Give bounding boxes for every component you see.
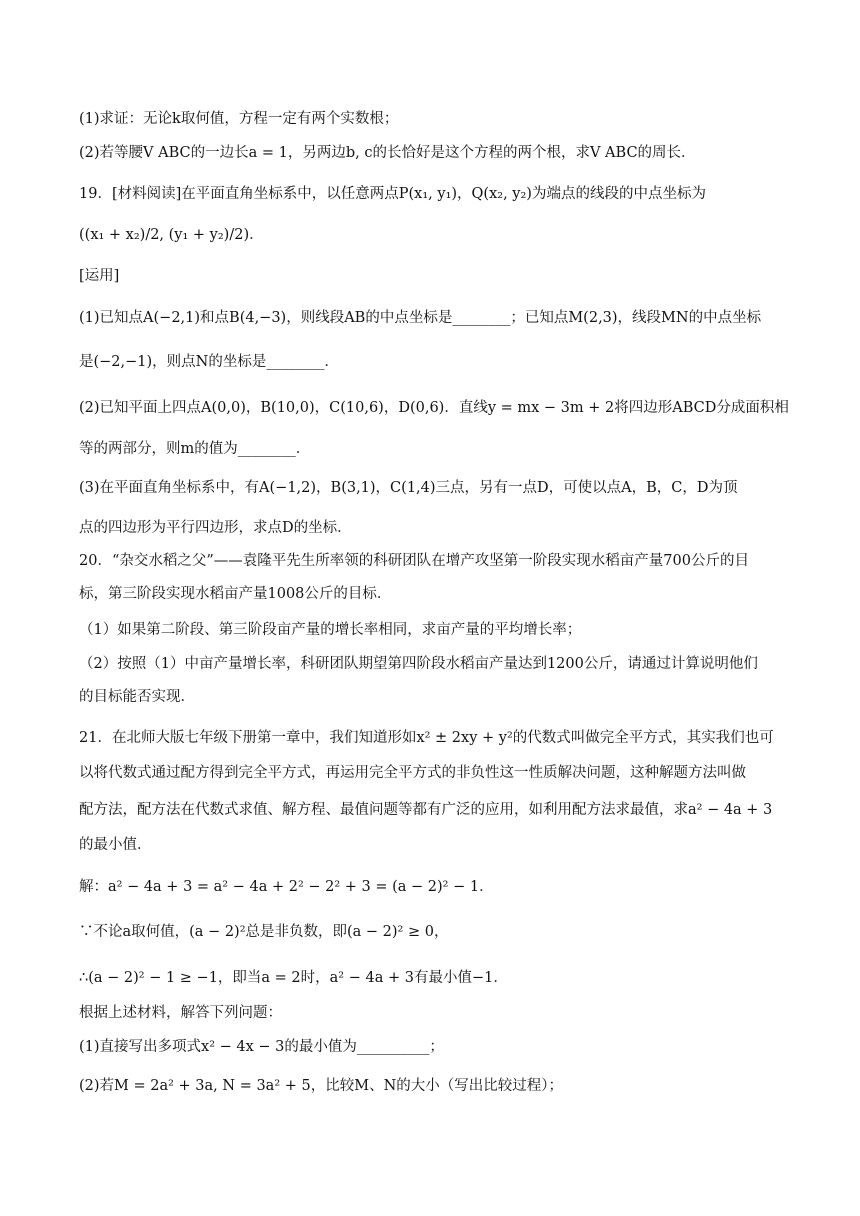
q21-part2: (2)若M = 2a² + 3a, N = 3a² + 5，比较M、N的大小（写出比较过程）； <box>79 1078 564 1094</box>
q20-part2-line2: 的目标能否实现． <box>79 689 195 705</box>
q21-line1: 21．在北师大版七年级下册第一章中，我们知道形如x² ± 2xy + y²的代数式叫做完全平方式，其实我们也可 <box>79 730 774 746</box>
q20-line1: 20．“杂交水稻之父”——袁隆平先生所率领的科研团队在增产攻坚第一阶段实现水稻亩产量700公斤的目 <box>79 553 749 569</box>
q18-part2: (2)若等腰V ABC的一边长a = 1，另两边b, c的长恰好是这个方程的两个根，求V ABC的周长． <box>79 145 696 161</box>
q21-line3: 配方法，配方法在代数式求值、解方程、最值问题等都有广泛的应用，如利用配方法求最值，求a² − 4a + 3 <box>79 802 773 818</box>
q20-part1: （1）如果第二阶段、第三阶段亩产量的增长率相同，求亩产量的平均增长率； <box>79 622 582 638</box>
q21-line4: 的最小值． <box>79 837 152 853</box>
q19-part3-line1: (3)在平面直角坐标系中，有A(−1,2)，B(3,1)，C(1,4)三点，另有一点D，可使以点A，B，C，D为顶 <box>79 480 738 496</box>
q21-solution-line1: 解：a² − 4a + 3 = a² − 4a + 2² − 2² + 3 = (a − 2)² − 1． <box>79 879 494 895</box>
q19-apply-heading: [运用] <box>79 268 120 284</box>
q20-line2: 标，第三阶段实现水稻亩产量1008公斤的目标． <box>79 586 392 602</box>
q19-midpoint-formula: ((x₁ + x₂)/2, (y₁ + y₂)/2)． <box>79 227 264 243</box>
q20-part2-line1: （2）按照（1）中亩产量增长率，科研团队期望第四阶段水稻亩产量达到1200公斤，请通过计算说明他们 <box>79 656 758 672</box>
q19-part1-line2: 是(−2,−1)，则点N的坐标是________． <box>79 354 339 370</box>
q21-prompt: 根据上述材料，解答下列问题： <box>79 1005 282 1021</box>
q21-solution-line3: ∴(a − 2)² − 1 ≥ −1，即当a = 2时，a² − 4a + 3有最小值−1． <box>79 970 508 986</box>
q19-intro: 19．[材料阅读]在平面直角坐标系中，以任意两点P(x₁, y₁)，Q(x₂, y₂)为端点的线段的中点坐标为 <box>79 186 706 202</box>
q19-part1-line1: (1)已知点A(−2,1)和点B(4,−3)，则线段AB的中点坐标是________；已知点M(2,3)，线段MN的中点坐标 <box>79 310 762 326</box>
q21-part1: (1)直接写出多项式x² − 4x − 3的最小值为__________； <box>79 1039 444 1055</box>
q19-part2-line2: 等的两部分，则m的值为________． <box>79 441 311 457</box>
q19-part2-line1: (2)已知平面上四点A(0,0)，B(10,0)，C(10,6)，D(0,6)．直线y = mx − 3m + 2将四边形ABCD分成面积相 <box>79 400 789 416</box>
q19-part3-line2: 点的四边形为平行四边形，求点D的坐标． <box>79 520 352 536</box>
q21-solution-line2: ∵不论a取何值，(a − 2)²总是非负数，即(a − 2)² ≥ 0， <box>79 924 449 940</box>
q21-line2: 以将代数式通过配方得到完全平方式，再运用完全平方式的非负性这一性质解决问题，这种解题方法叫做 <box>79 765 746 781</box>
q18-part1: (1)求证：无论k取何值，方程一定有两个实数根； <box>79 111 399 127</box>
